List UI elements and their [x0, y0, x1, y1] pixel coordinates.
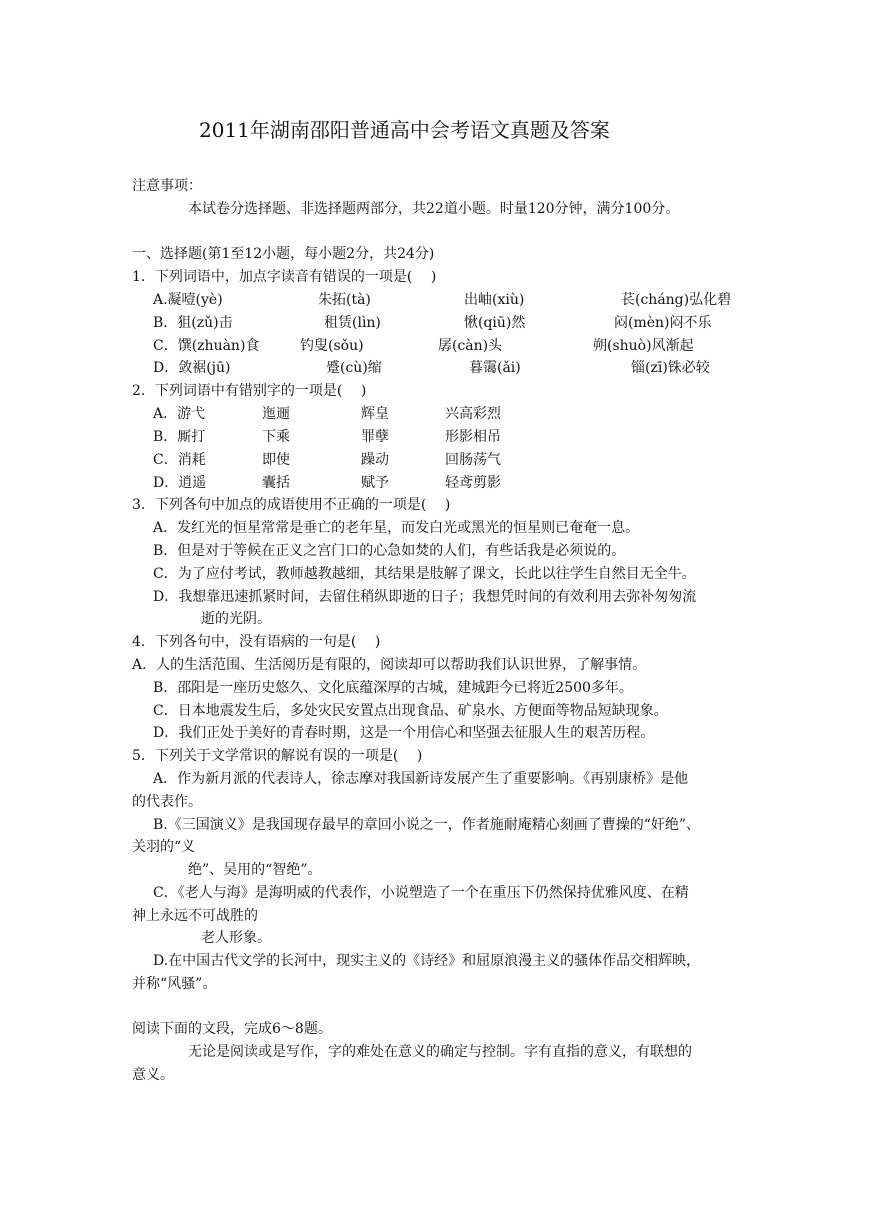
q2-stem: 2．下列词语中有错别字的一项是( )	[132, 383, 367, 399]
q2-d-3: 赋予	[361, 475, 389, 491]
q1-a-2: 朱拓(tà)	[318, 292, 371, 308]
q4-option-b: B．邵阳是一座历史悠久、文化底蕴深厚的古城，建城距今已将近2500多年。	[153, 680, 633, 696]
q2-a-2: 迤逦	[262, 406, 290, 422]
section1-heading: 一、选择题(第1至12小题，每小题2分，共24分)	[132, 246, 435, 262]
q5-option-c-line3: 老人形象。	[201, 930, 271, 946]
q1-c-3: 孱(càn)头	[438, 338, 503, 354]
q2-a-1: A．游弋	[153, 406, 206, 422]
q2-a-4: 兴高彩烈	[445, 406, 501, 422]
q3-option-d: D．我想靠迅速抓紧时间，去留住稍纵即逝的日子；我想凭时间的有效利用去弥补匆匆流	[153, 589, 697, 605]
q2-c-4: 回肠荡气	[445, 452, 501, 468]
notice-heading: 注意事项：	[132, 178, 202, 194]
q5-option-b-line1: B.《三国演义》是我国现存最早的章回小说之一，作者施耐庵精心刻画了曹操的“奸绝”、	[153, 817, 701, 833]
q2-d-4: 轻鸢剪影	[445, 475, 501, 491]
q2-c-2: 即使	[262, 452, 290, 468]
q3-option-a: A．发红光的恒星常常是垂亡的老年星，而发白光或黑光的恒星则已奄奄一息。	[153, 520, 640, 536]
q2-c-3: 躁动	[361, 452, 389, 468]
q1-a-4: 苌(cháng)弘化碧	[621, 292, 732, 308]
q5-option-c-line1: C．《老人与海》是海明威的代表作，小说塑造了一个在重压下仍然保持优雅风度、在精	[153, 885, 689, 901]
notice-body: 本试卷分选择题、非选择题两部分，共22道小题。时量120分钟，满分100分。	[188, 201, 680, 217]
q2-b-3: 罪孽	[361, 429, 389, 445]
q5-option-a-line2: 的代表作。	[132, 794, 202, 810]
reading-paragraph-line2: 意义。	[132, 1067, 174, 1083]
q4-option-d: D．我们正处于美好的青春时期，这是一个用信心和坚强去征服人生的艰苦历程。	[153, 725, 655, 741]
q1-d-4: 锱(zī)铢必较	[631, 360, 710, 376]
q5-option-b-line2: 关羽的“义	[132, 839, 196, 855]
q5-option-b-line3: 绝”、吴用的“智绝”。	[188, 862, 322, 878]
q1-a-3: 出岫(xiù)	[464, 292, 525, 308]
q3-option-c: C．为了应付考试，教师越教越细，其结果是肢解了课文，长此以往学生自然目无全牛。	[153, 566, 696, 582]
q2-a-3: 辉皇	[361, 406, 389, 422]
q3-option-d-cont: 逝的光阴。	[201, 611, 271, 627]
q2-b-1: B．厮打	[153, 429, 206, 445]
q1-d-2: 蹙(cù)缩	[326, 360, 382, 376]
q1-stem: 1．下列词语中，加点字读音有错误的一项是( )	[132, 269, 437, 285]
q1-d-1: D．敛裾(jū)	[153, 360, 231, 376]
q2-d-2: 囊括	[262, 475, 290, 491]
q5-option-d-line1: D.在中国古代文学的长河中，现实主义的《诗经》和屈原浪漫主义的骚体作品交相辉映，	[153, 953, 701, 969]
reading-heading: 阅读下面的文段，完成6～8题。	[132, 1021, 332, 1037]
q3-option-b: B．但是对于等候在正义之宫门口的心急如焚的人们，有些话我是必须说的。	[153, 543, 626, 559]
q5-option-a-line1: A．作为新月派的代表诗人，徐志摩对我国新诗发展产生了重要影响。《再别康桥》是他	[153, 771, 689, 787]
q1-b-4: 闷(mèn)闷不乐	[614, 315, 712, 331]
q1-a-1: A.凝噎(yè)	[153, 292, 223, 308]
q1-b-3: 愀(qiū)然	[464, 315, 526, 331]
q1-b-1: B．狙(zǔ)击	[153, 315, 233, 331]
q1-d-3: 暮霭(ǎi)	[469, 360, 521, 376]
q4-option-c: C．日本地震发生后，多处灾民安置点出现食品、矿泉水、方便面等物品短缺现象。	[153, 703, 668, 719]
q5-option-c-line2: 神上永远不可战胜的	[132, 908, 258, 924]
q3-stem: 3．下列各句中加点的成语使用不正确的一项是( )	[132, 497, 451, 513]
q5-option-d-line2: 并称“风骚”。	[132, 976, 217, 992]
q2-b-4: 形影相吊	[445, 429, 501, 445]
page-title: 2011年湖南邵阳普通高中会考语文真题及答案	[199, 118, 610, 142]
q4-option-a: A．人的生活范围、生活阅历是有限的，阅读却可以帮助我们认识世界，了解事情。	[132, 657, 647, 673]
q2-c-1: C．消耗	[153, 452, 206, 468]
q1-b-2: 租赁(lìn)	[324, 315, 381, 331]
q2-d-1: D．逍遥	[153, 475, 207, 491]
q4-stem: 4．下列各句中，没有语病的一句是( )	[132, 634, 381, 650]
q1-c-2: 钓叟(sǒu)	[300, 338, 364, 354]
reading-paragraph-line1: 无论是阅读或是写作，字的难处在意义的确定与控制。字有直指的意义，有联想的	[188, 1044, 692, 1060]
q1-c-4: 朔(shuò)风渐起	[593, 338, 694, 354]
q5-stem: 5．下列关于文学常识的解说有误的一项是( )	[132, 748, 423, 764]
q2-b-2: 下乘	[262, 429, 290, 445]
q1-c-1: C．馔(zhuàn)食	[153, 338, 260, 354]
